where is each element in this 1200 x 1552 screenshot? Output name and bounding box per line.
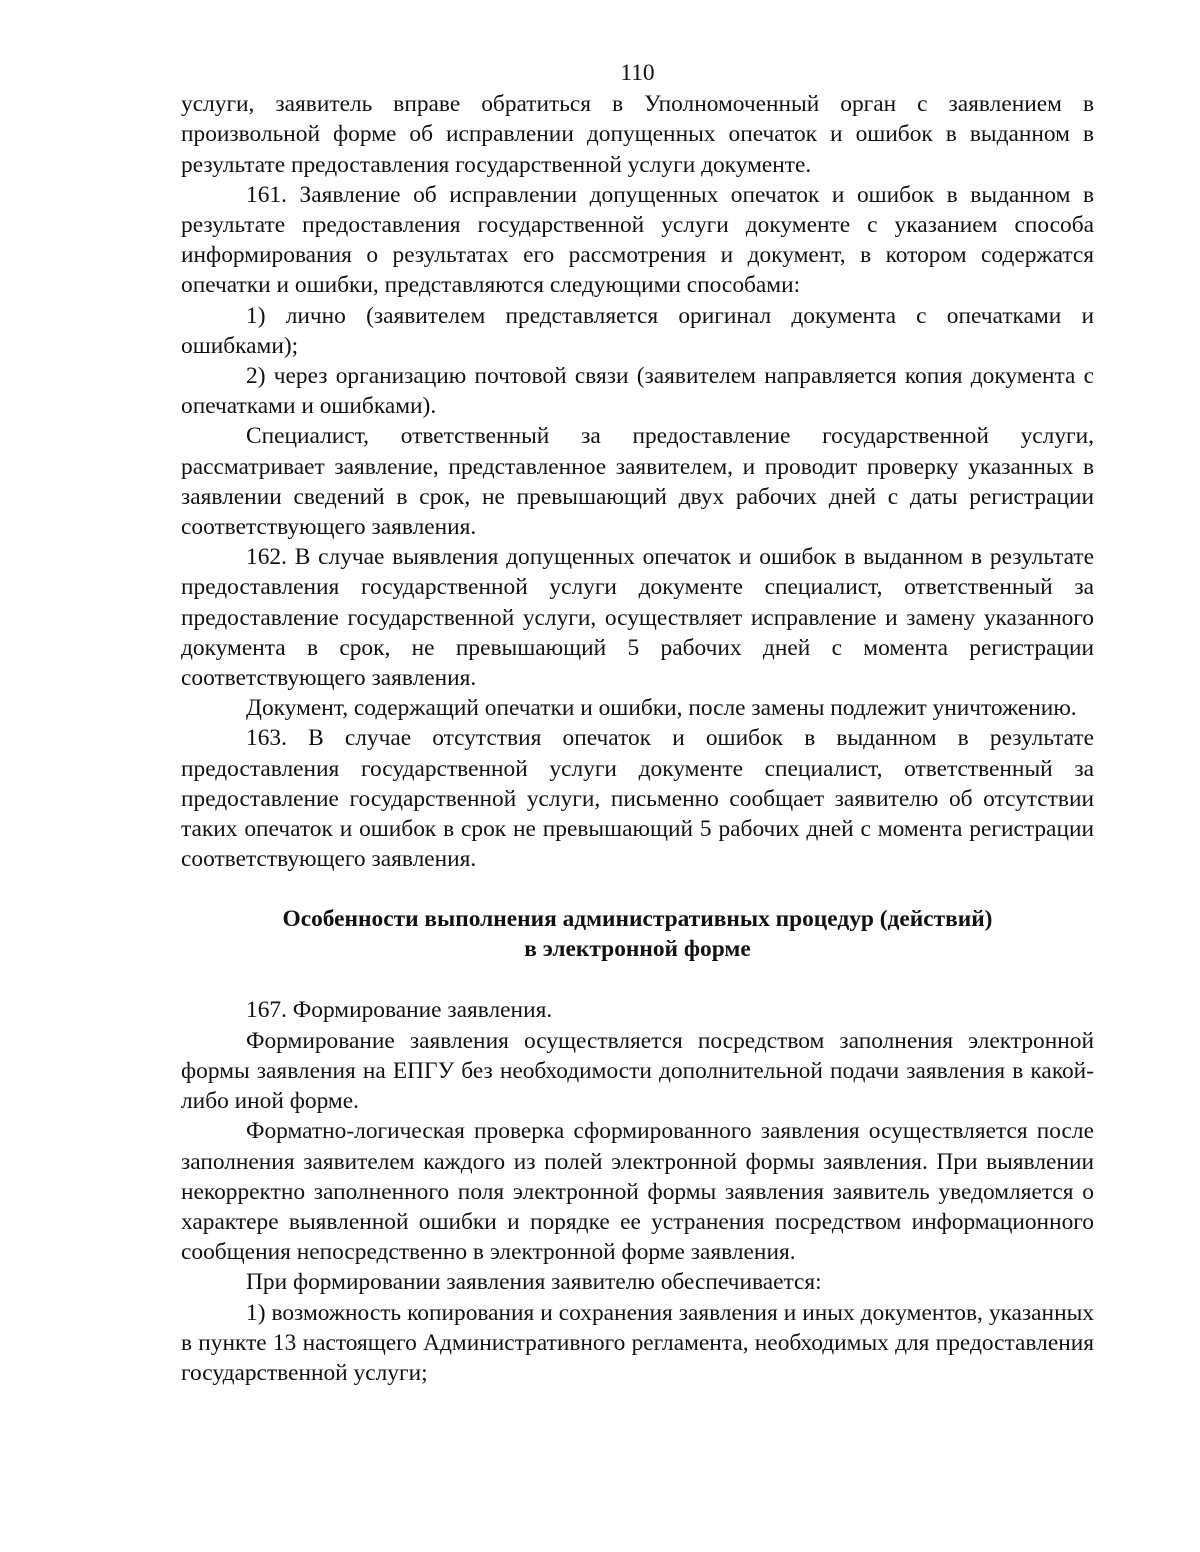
- paragraph-167-validation: Форматно-логическая проверка сформированного заявления осуществляется после заполнения заявителем каждого из полей электронной формы заявления. При выявлении некорректно заполненного поля электронной формы заявления заявитель уведомляется о характере выявленной ошибки и порядке ее устранения посредством информационного сообщения непосредственно в электронной форме заявления.: [181, 1118, 1094, 1266]
- paragraph-167-provision: При формировании заявления заявителю обеспечивается:: [246, 1269, 822, 1296]
- paragraph-162: 162. В случае выявления допущенных опечаток и ошибок в выданном в результате предоставления государственной услуги документе специалист, ответственный за предоставление государственной услуги, осуществляет исправление и замену указанного документа в срок, не превышающий 5 рабочих дней с момента регистрации соответствующего заявления.: [181, 544, 1094, 692]
- section-heading-line-1: Особенности выполнения административных процедур (действий): [282, 906, 993, 933]
- paragraph-161-item-1: 1) лично (заявителем представляется оригинал документа с опечатками и ошибками);: [181, 302, 1094, 359]
- paragraph-167-item-1: 1) возможность копирования и сохранения заявления и иных документов, указанных в пункте 13 настоящего Административного регламента, необходимых для предоставления государственной услуги;: [181, 1299, 1094, 1386]
- paragraph-continuation: услуги, заявитель вправе обратиться в Уполномоченный орган с заявлением в произвольной форме об исправлении допущенных опечаток и ошибок в выданном в результате предоставления государственной услуги документе.: [181, 91, 1094, 178]
- paragraph-document-destruction: Документ, содержащий опечатки и ошибки, после замены подлежит уничтожению.: [246, 695, 1077, 722]
- paragraph-163: 163. В случае отсутствия опечаток и ошибок в выданном в результате предоставления государственной услуги документе специалист, ответственный за предоставление государственной услуги, письменно сообщает заявителю об отсутствии таких опечаток и ошибок в срок не превышающий 5 рабочих дней с момента регистрации соответствующего заявления.: [181, 725, 1094, 873]
- paragraph-specialist: Специалист, ответственный за предоставление государственной услуги, рассматривает заявление, представленное заявителем, и проводит проверку указанных в заявлении сведений в срок, не превышающий двух рабочих дней с даты регистрации соответствующего заявления.: [181, 423, 1094, 541]
- document-page: [181, 58, 1094, 1388]
- section-heading-line-2: в электронной форме: [524, 936, 751, 963]
- page-number: 110: [620, 60, 655, 86]
- paragraph-161: 161. Заявление об исправлении допущенных опечаток и ошибок в выданном в результате предоставления государственной услуги документе с указанием способа информирования о результатах его рассмотрения и документ, в котором содержатся опечатки и ошибки, представляются следующими способами:: [181, 181, 1094, 299]
- paragraph-161-item-2: 2) через организацию почтовой связи (заявителем направляется копия документа с опечатками и ошибками).: [181, 363, 1094, 420]
- paragraph-167-formation: Формирование заявления осуществляется посредством заполнения электронной формы заявления на ЕПГУ без необходимости дополнительной подачи заявления в какой-либо иной форме.: [181, 1027, 1094, 1115]
- paragraph-167: 167. Формирование заявления.: [246, 997, 553, 1024]
- section-heading: [181, 904, 1094, 964]
